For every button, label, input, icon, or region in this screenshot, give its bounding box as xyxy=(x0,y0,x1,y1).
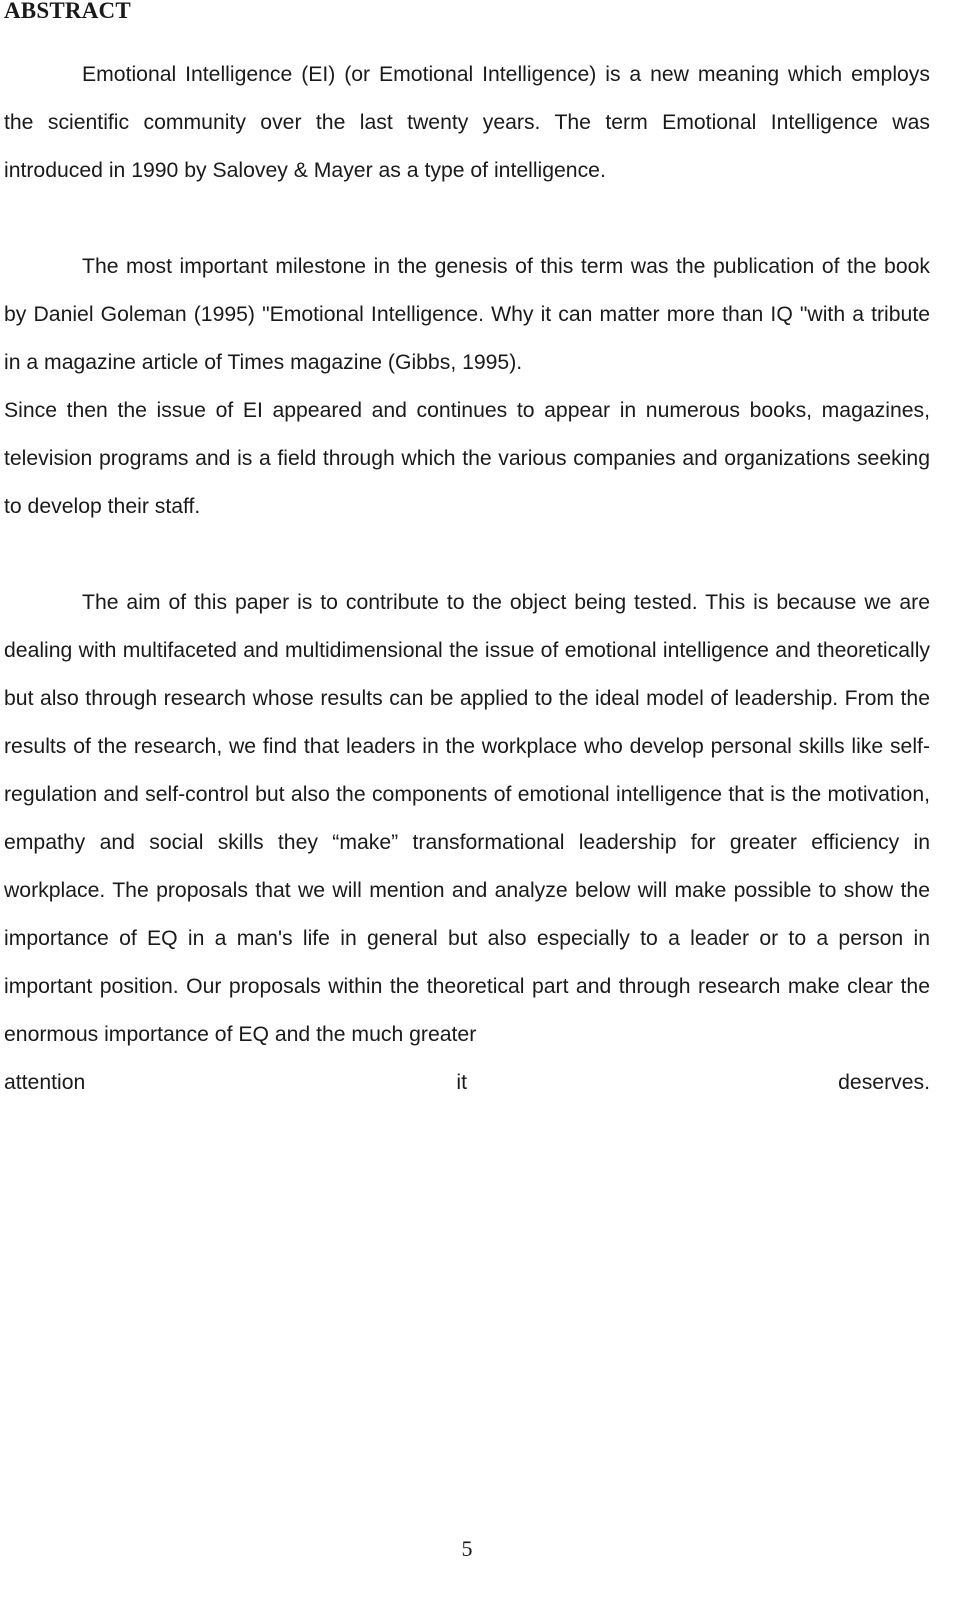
abstract-heading: ABSTRACT xyxy=(4,0,131,23)
paragraph-4-closing-line: attention it deserves. xyxy=(4,1071,930,1094)
page-number: 5 xyxy=(461,1536,473,1561)
paragraph-4-body: The aim of this paper is to contribute to the object being tested. This is because we are dealing with multifaceted and multidimensional the issue of emotional intelligence and theoretically but also through research whose results can be applied to the ideal model of leadership. From the results of the research, we find that leaders in the workplace who develop personal skills like self-regulation and self-control but also the components of emotional intelligence that is the motivation, empathy and social skills they “make” transformational leadership for greater efficiency in workplace. The proposals that we will mention and analyze below will make possible to show the importance of EQ in a man's life in general but also especially to a leader or to a person in important position. Our proposals within the theoretical part and through research make clear the enormous importance of EQ and the much greater xyxy=(4,591,930,1046)
paragraph-4 xyxy=(4,579,930,1107)
paragraph-3: Since then the issue of EI appeared and continues to appear in numerous books, magazines, television programs and is a field through which the various companies and organizations seeking to develop their staff. xyxy=(4,399,930,518)
paragraph-1: Emotional Intelligence (EI) (or Emotional Intelligence) is a new meaning which employs the scientific community over the last twenty years. The term Emotional Intelligence was introduced in 1990 by Salovey & Mayer as a type of intelligence. xyxy=(4,63,930,182)
paragraph-2: The most important milestone in the genesis of this term was the publication of the book by Daniel Goleman (1995) "Emotional Intelligence. Why it can matter more than IQ "with a tribute in a magazine article of Times magazine (Gibbs, 1995). xyxy=(4,255,930,374)
